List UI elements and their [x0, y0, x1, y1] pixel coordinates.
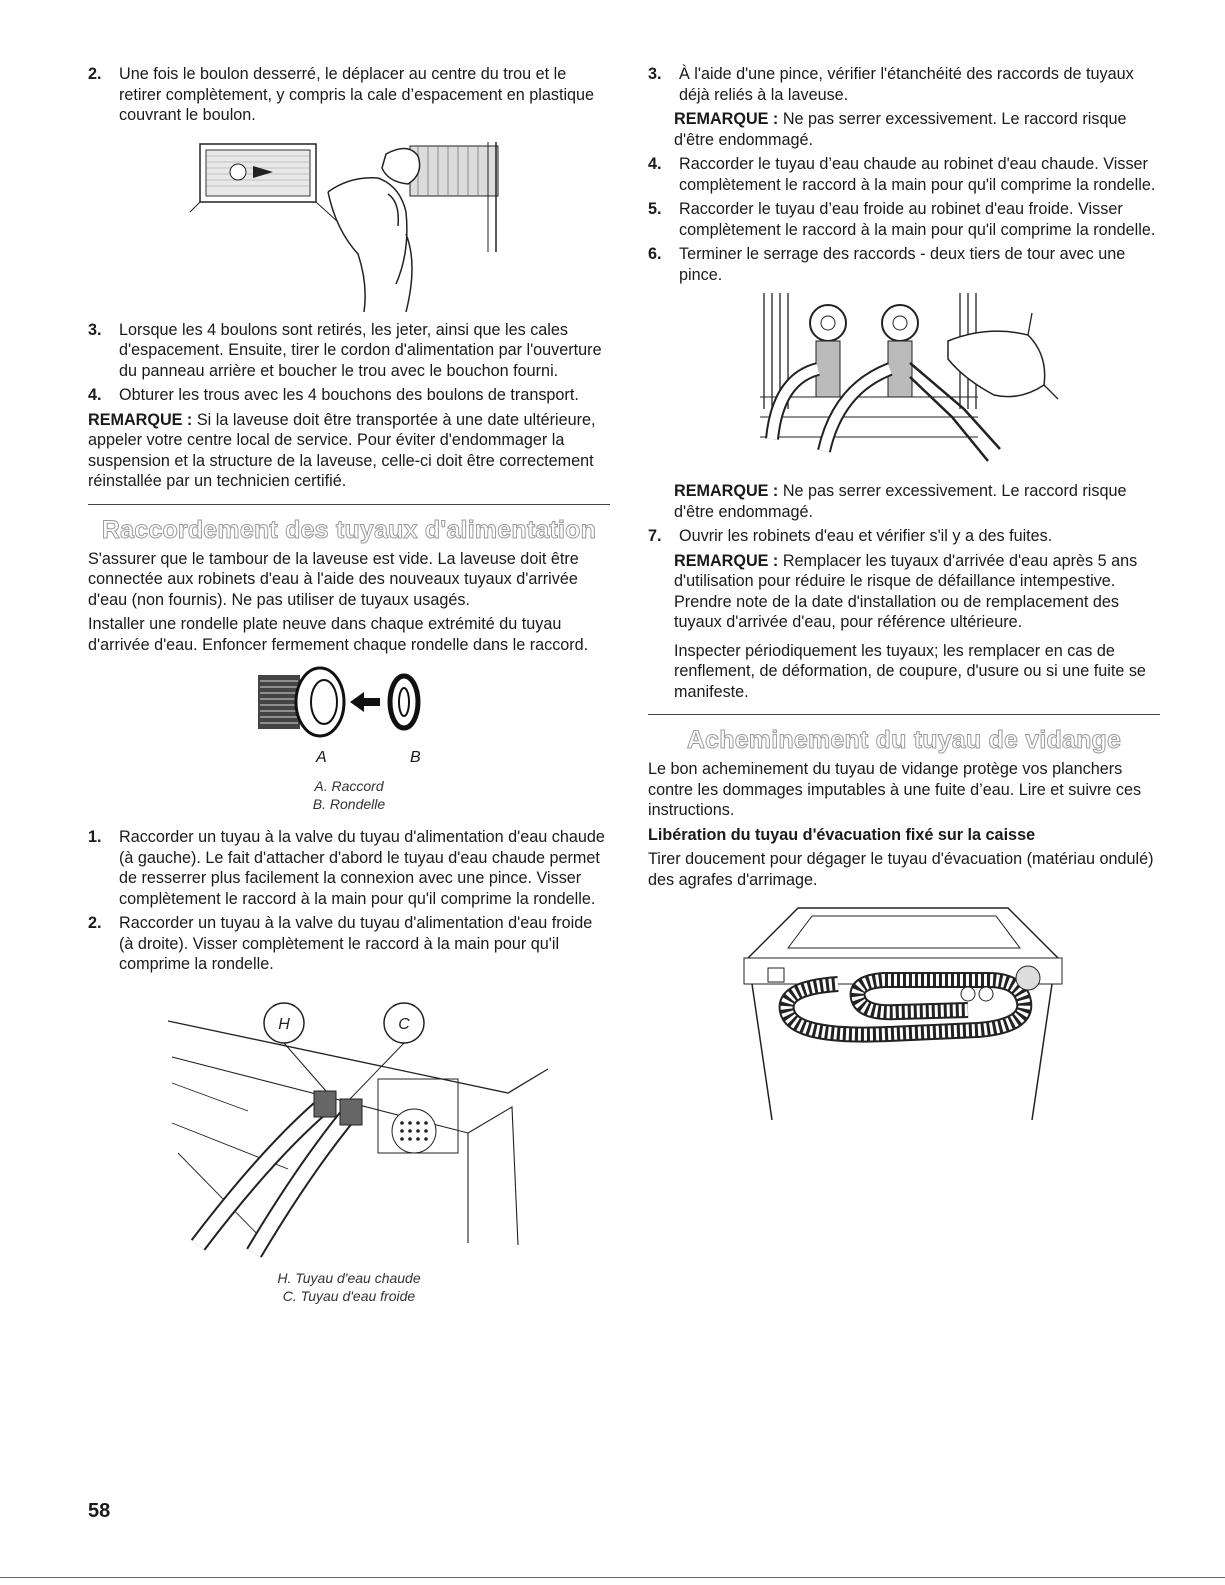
figure-caption-h: H. Tuyau d'eau chaude [277, 1269, 421, 1286]
step-text: Ouvrir les robinets d'eau et vérifier s'il y a des fuites. [679, 527, 1053, 545]
figure-caption-b: B. Rondelle [312, 796, 386, 812]
note-label: REMARQUE : [88, 410, 193, 429]
shipping-note [88, 410, 610, 492]
coupling-washer-illustration [88, 665, 610, 749]
callout-c-label: C [398, 1015, 410, 1033]
drain-subheading: Libération du tuyau d'évacuation fixé sur la caisse [648, 825, 1036, 844]
step-text: Raccorder un tuyau à la valve du tuyau d'alimentation d'eau chaude (à gauche). Le fait d'attacher d'abord le tuyau d'eau chaude permet de resserrer plus facilement la connexion avec une pince. Visser complètement le raccord à la main pour qu'il comprime la rondelle. [119, 828, 605, 908]
step-number: 4. [648, 155, 662, 173]
figure-labels [88, 749, 610, 771]
step-1-hot-hose [88, 827, 610, 909]
drain-hose-illustration [648, 902, 1160, 1126]
bolt-removal-illustration [88, 134, 610, 314]
step-text: Une fois le boulon desserré, le déplacer au centre du trou et le retirer complètement, y compris la cale d’espacement en plastique couvrant le boulon. [119, 65, 595, 124]
section-divider [648, 714, 1160, 715]
note-replace-hoses [648, 551, 1160, 633]
note-label: REMARQUE : [674, 110, 779, 128]
note-label: REMARQUE : [674, 482, 779, 500]
section-title-drain-hose: Acheminement du tuyau de vidange [686, 726, 1122, 754]
figure-label-a: A [316, 749, 327, 766]
step-text: Obturer les trous avec les 4 bouchons des boulons de transport. [119, 386, 579, 404]
step-number: 3. [88, 320, 102, 339]
step-2 [88, 64, 610, 126]
step-4 [88, 385, 610, 406]
note-text: Remplacer les tuyaux d'arrivée d'eau après 5 ans d'utilisation pour réduire le risque de défaillance intempestive. Prendre note de la date d'installation ou de remplacement des tuyaux d'arrivée d'eau, pour référence ultérieure. [674, 551, 1138, 631]
step-number: 2. [88, 914, 102, 932]
figure-caption-a: A. Raccord [314, 778, 384, 794]
step-number: 5. [648, 200, 662, 218]
step-7-check-leaks [648, 526, 1160, 547]
step-text: Raccorder un tuyau à la valve du tuyau d'alimentation d'eau froide (à droite). Visser complètement le raccord à la main pour qu'il comprime la rondelle. [119, 914, 593, 973]
figure-label-b: B [410, 749, 421, 766]
note-text: Si la laveuse doit être transportée à une date ultérieure, appeler votre centre local de service. Pour éviter d'endommager la suspension et la structure de la laveuse, celle-ci doit être correctement réinstallée par un technicien certifié. [88, 410, 596, 490]
section-divider [88, 504, 610, 505]
note-label: REMARQUE : [674, 551, 779, 570]
step-number: 4. [88, 386, 102, 404]
drain-release-paragraph: Tirer doucement pour dégager le tuyau d'évacuation (matériau ondulé) des agrafes d'arrimage. [648, 850, 1154, 889]
hot-cold-hoses-illustration [88, 983, 610, 1263]
intro-paragraph: S'assurer que le tambour de la laveuse est vide. La laveuse doit être connectée aux robinets d'eau à l'aide des nouveaux tuyaux d'arrivée d'eau (non fournis). Ne pas utiliser de tuyaux usagés. [88, 549, 579, 609]
washer-paragraph: Installer une rondelle plate neuve dans chaque extrémité du tuyau d'arrivée d'eau. Enfoncer fermement chaque rondelle dans le raccord. [88, 615, 589, 654]
note-overtighten-2 [648, 481, 1160, 522]
step-number: 1. [88, 828, 102, 846]
section-title-supply-hoses: Raccordement des tuyaux d'alimentation [101, 515, 597, 544]
step-text: Lorsque les 4 boulons sont retirés, les jeter, ainsi que les cales d'espacement. Ensuite, tirer le cordon d'alimentation par l'ouverture du panneau arrière et boucher le trou avec le bouchon fourni. [119, 320, 602, 380]
step-text: Terminer le serrage des raccords - deux tiers de tour avec une pince. [679, 245, 1126, 284]
step-4-hot-faucet [648, 154, 1160, 195]
drain-intro-paragraph: Le bon acheminement du tuyau de vidange protège vos planchers contre les dommages imputables à une fuite d’eau. Lire et suivre ces instructions. [648, 760, 1142, 819]
step-text: Raccorder le tuyau d’eau froide au robinet d'eau froide. Visser complètement le raccord à la main pour qu'il comprime la rondelle. [679, 200, 1156, 239]
step-number: 6. [648, 245, 662, 263]
step-number: 2. [88, 65, 102, 83]
note-text: Ne pas serrer excessivement. Le raccord risque d'être endommagé. [674, 482, 1127, 521]
note-overtighten-1 [648, 109, 1160, 150]
note-text: Ne pas serrer excessivement. Le raccord risque d'être endommagé. [674, 110, 1127, 149]
step-2-cold-hose [88, 913, 610, 975]
callout-h-label: H [278, 1015, 290, 1033]
figure-caption-c: C. Tuyau d'eau froide [282, 1287, 416, 1304]
page-number: 58 [88, 1500, 111, 1522]
step-6-tighten [648, 244, 1160, 285]
step-text: Raccorder le tuyau d’eau chaude au robinet d'eau chaude. Visser complètement le raccord à la main pour qu'il comprime la rondelle. [679, 155, 1156, 194]
step-text: À l'aide d'une pince, vérifier l'étanchéité des raccords de tuyaux déjà reliés à la laveuse. [679, 65, 1134, 104]
right-column [648, 64, 1160, 1126]
step-3-pliers [648, 64, 1160, 105]
inspect-paragraph: Inspecter périodiquement les tuyaux; les remplacer en cas de renflement, de déformation, de coupure, d'usure ou si une fuite se manifeste. [674, 641, 1146, 701]
step-3 [88, 320, 610, 382]
left-column [88, 64, 610, 1305]
faucet-tightening-illustration [648, 289, 1160, 475]
step-5-cold-faucet [648, 199, 1160, 240]
step-number: 3. [648, 65, 662, 83]
page-bottom-rule [0, 1577, 1225, 1578]
step-number: 7. [648, 527, 662, 545]
